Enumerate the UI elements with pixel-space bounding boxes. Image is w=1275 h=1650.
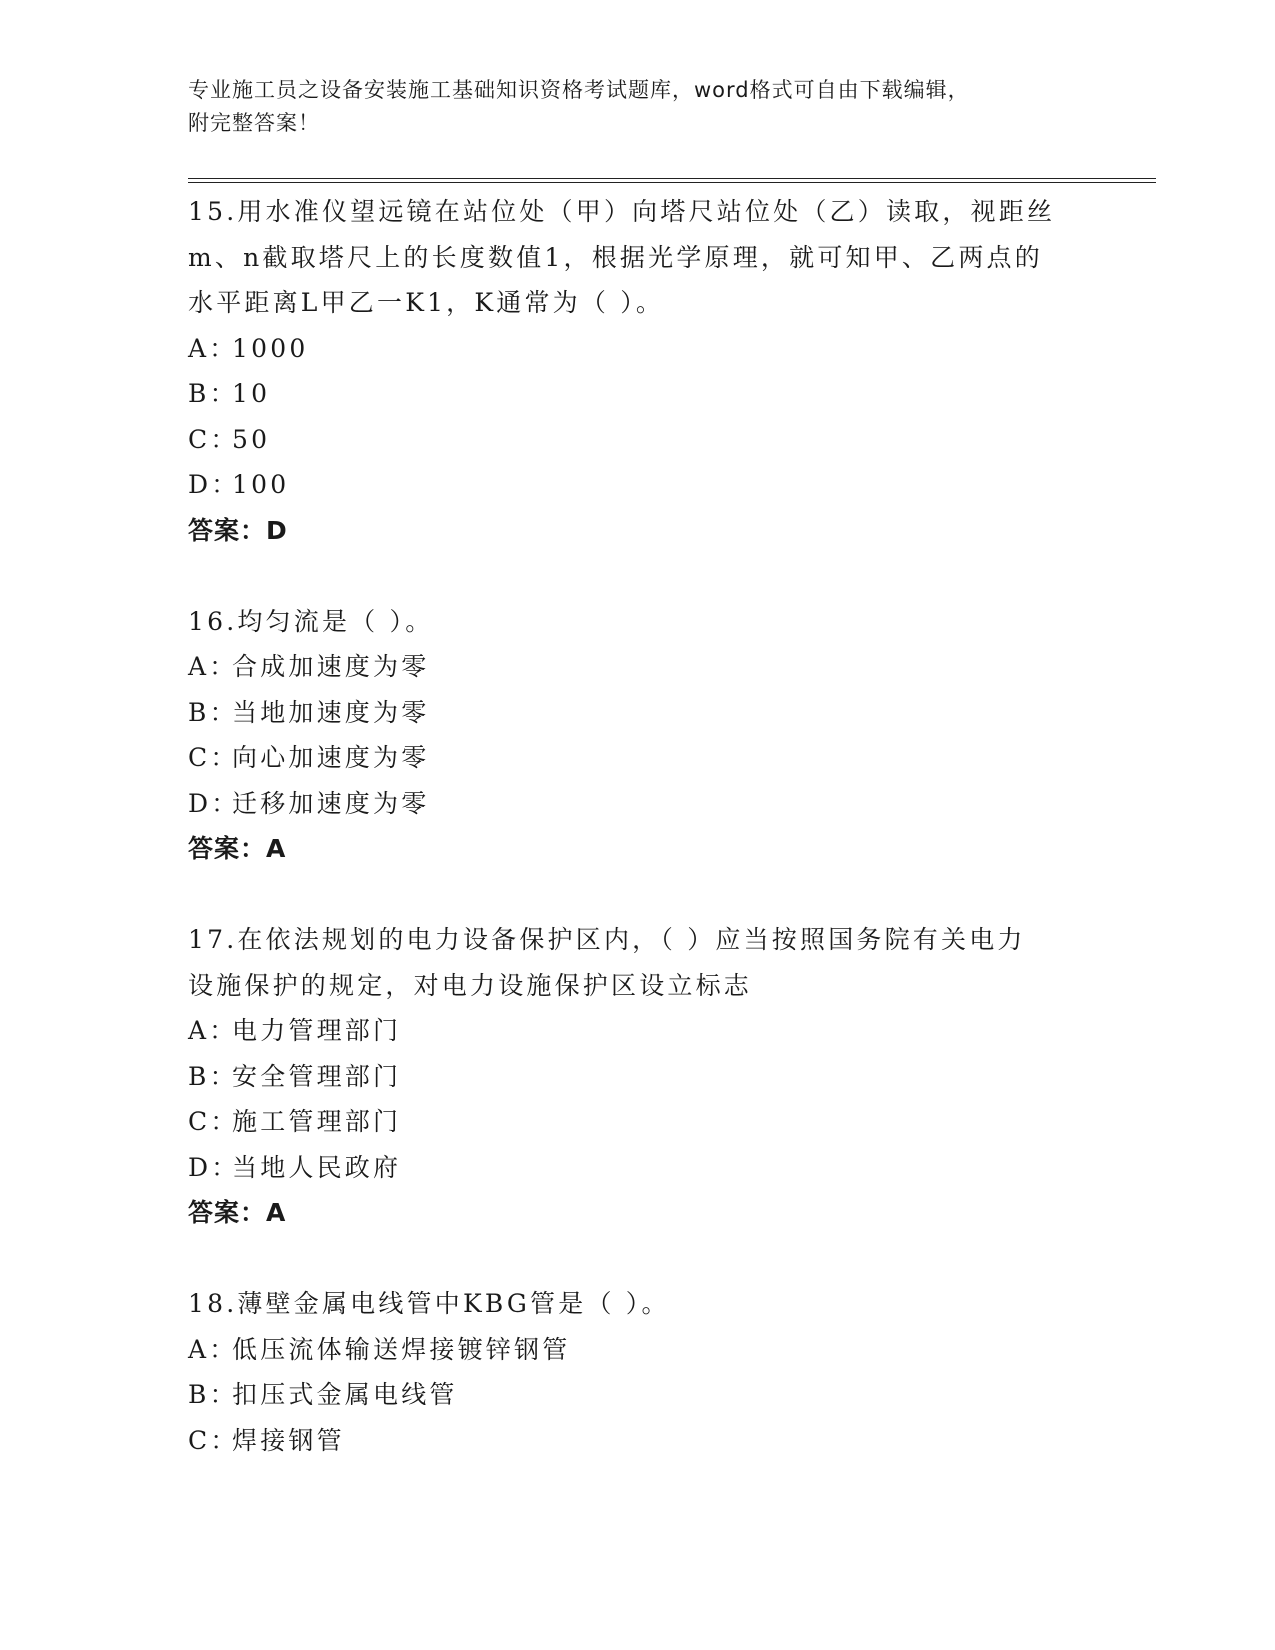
question-stem-line: 18.薄壁金属电线管中KBG管是（ ）。 bbox=[188, 1289, 670, 1318]
option-text: 合成加速度为零 bbox=[232, 652, 430, 681]
option-text: 焊接钢管 bbox=[232, 1425, 345, 1455]
option-a bbox=[188, 326, 1088, 372]
option-c bbox=[188, 735, 1088, 781]
option-b bbox=[188, 371, 1088, 417]
option-text: 施工管理部门 bbox=[232, 1107, 402, 1136]
option-d bbox=[188, 462, 1088, 508]
option-key: C： bbox=[188, 424, 239, 454]
option-key: D： bbox=[188, 788, 240, 818]
option-key: B： bbox=[188, 697, 238, 727]
option-d bbox=[188, 1145, 1088, 1191]
option-text: 当地加速度为零 bbox=[232, 697, 430, 727]
option-text: 10 bbox=[232, 379, 271, 408]
option-text: 50 bbox=[232, 424, 271, 454]
answer-line: 答案：D bbox=[188, 515, 288, 545]
question-stem-line: 17.在依法规划的电力设备保护区内，（ ）应当按照国务院有关电力 bbox=[188, 925, 1026, 954]
header-divider-bottom bbox=[188, 182, 1156, 183]
option-c bbox=[188, 417, 1088, 463]
question-18 bbox=[188, 1281, 1088, 1463]
option-a bbox=[188, 1327, 1088, 1373]
option-key: A： bbox=[188, 1334, 238, 1364]
header-divider-top bbox=[188, 178, 1156, 179]
question-stem-line: m、n截取塔尺上的长度数值1，根据光学原理，就可知甲、乙两点的 bbox=[188, 242, 1043, 272]
answer-line: 答案：A bbox=[188, 834, 287, 863]
option-key: A： bbox=[188, 333, 238, 363]
option-key: C： bbox=[188, 743, 239, 772]
question-stem-line: 水平距离L甲乙一K1，K通常为（ ）。 bbox=[188, 288, 665, 317]
option-text: 向心加速度为零 bbox=[232, 743, 430, 772]
option-text: 1000 bbox=[232, 333, 309, 363]
option-b bbox=[188, 1054, 1088, 1100]
option-text: 100 bbox=[232, 470, 290, 499]
option-key: D： bbox=[188, 470, 240, 499]
question-stem-line: 设施保护的规定，对电力设施保护区设立标志 bbox=[188, 970, 753, 1000]
option-key: C： bbox=[188, 1107, 239, 1136]
option-b bbox=[188, 1372, 1088, 1418]
question-17 bbox=[188, 917, 1088, 1281]
spacer bbox=[188, 1236, 1088, 1282]
question-list bbox=[188, 189, 1088, 1463]
option-a bbox=[188, 644, 1088, 690]
option-key: B： bbox=[188, 1380, 238, 1409]
document-header bbox=[188, 74, 1088, 140]
option-key: A： bbox=[188, 1016, 238, 1045]
option-d bbox=[188, 781, 1088, 827]
question-15 bbox=[188, 189, 1088, 599]
question-16 bbox=[188, 599, 1088, 918]
option-text: 扣压式金属电线管 bbox=[232, 1380, 458, 1409]
question-stem-line: 15.用水准仪望远镜在站位处（甲）向塔尺站位处（乙）读取，视距丝 bbox=[188, 197, 1056, 226]
option-text: 安全管理部门 bbox=[232, 1061, 402, 1091]
option-text: 低压流体输送焊接镀锌钢管 bbox=[232, 1334, 571, 1364]
spacer bbox=[188, 872, 1088, 918]
spacer bbox=[188, 553, 1088, 599]
question-stem-line: 16.均匀流是（ ）。 bbox=[188, 606, 434, 636]
option-text: 迁移加速度为零 bbox=[232, 788, 430, 818]
option-c bbox=[188, 1418, 1088, 1464]
option-b bbox=[188, 690, 1088, 736]
header-line-2: 附完整答案！ bbox=[188, 111, 320, 135]
option-key: B： bbox=[188, 379, 238, 408]
option-a bbox=[188, 1008, 1088, 1054]
answer-line: 答案：A bbox=[188, 1198, 287, 1227]
option-key: C： bbox=[188, 1425, 239, 1455]
header-line-1: 专业施工员之设备安装施工基础知识资格考试题库，word格式可自由下载编辑， bbox=[188, 78, 970, 102]
option-c bbox=[188, 1099, 1088, 1145]
option-text: 当地人民政府 bbox=[232, 1152, 402, 1182]
option-key: D： bbox=[188, 1152, 240, 1182]
option-key: B： bbox=[188, 1061, 238, 1091]
option-key: A： bbox=[188, 652, 238, 681]
option-text: 电力管理部门 bbox=[232, 1016, 402, 1045]
